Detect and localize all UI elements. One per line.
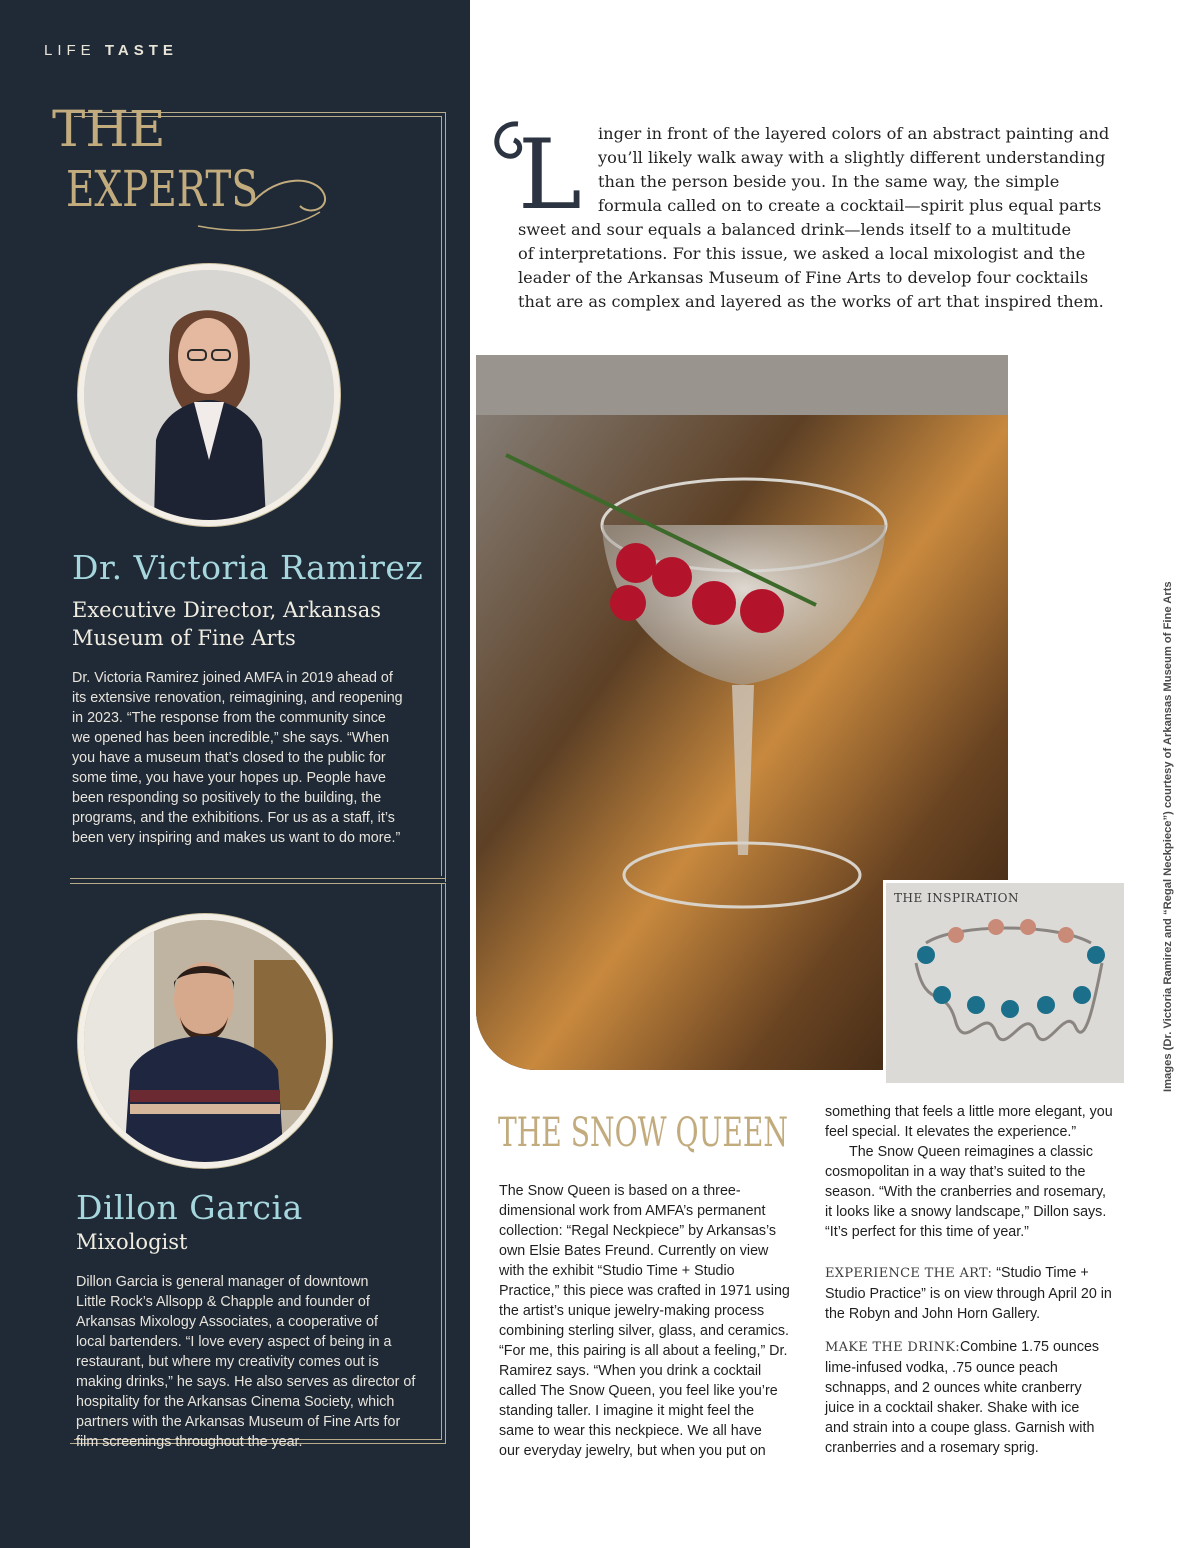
- body-line: something that feels a little more elegant, you: [825, 1104, 1113, 1120]
- body-line: “It’s perfect for this time of year.”: [825, 1224, 1029, 1240]
- bio-line: Dr. Victoria Ramirez joined AMFA in 2019 ahead of: [72, 670, 393, 686]
- article-column-1: [499, 1181, 809, 1461]
- bio-line: local bartenders. “I love every aspect of being in a: [76, 1334, 392, 1350]
- intro-line: that are as complex and layered as the works of art that inspired them.: [518, 292, 1104, 311]
- body-line: cosmopolitan in a way that’s suited to the: [825, 1164, 1086, 1180]
- body-line: same to wear this neckpiece. We all have: [499, 1423, 762, 1439]
- cocktail-title: [494, 1096, 794, 1160]
- bio-line: hospitality for the Arkansas Cinema Society, which: [76, 1394, 395, 1410]
- expert-name-1: Dr. Victoria Ramirez: [72, 548, 424, 587]
- section-label: LIFE: [44, 42, 96, 59]
- expert-bio-2: [76, 1272, 440, 1452]
- body-line: lime-infused vodka, .75 ounce peach: [825, 1360, 1058, 1376]
- bio-line: restaurant, but where my creativity comes out is: [76, 1354, 379, 1370]
- body-line: it looks like a snowy landscape,” Dillon says.: [825, 1204, 1107, 1220]
- bio-line: Arkansas Mixology Associates, a cooperative of: [76, 1314, 378, 1330]
- intro-line: than the person beside you. In the same way, the simple: [598, 172, 1060, 191]
- intro-line: you’ll likely walk away with a slightly different understanding: [598, 148, 1106, 167]
- body-line: The Snow Queen is based on a three-: [499, 1183, 741, 1199]
- expert-role-2-line1: Mixologist: [76, 1230, 188, 1254]
- body-line: Combine 1.75 ounces: [959, 1339, 1100, 1355]
- body-line: juice in a cocktail shaker. Shake with ice: [825, 1400, 1080, 1416]
- body-line: own Elsie Bates Freund. Currently on view: [499, 1243, 769, 1259]
- bio-line: been responding so positively to the building, the: [72, 790, 382, 806]
- body-line: collection: “Regal Neckpiece” by Arkansas’s: [499, 1223, 777, 1239]
- body-line: schnapps, and 2 ounces white cranberry: [825, 1380, 1082, 1396]
- bio-line: Dillon Garcia is general manager of downtown: [76, 1274, 369, 1290]
- intro-line: inger in front of the layered colors of an abstract painting and: [598, 124, 1110, 143]
- body-line: standing taller. I imagine it might feel the: [499, 1403, 755, 1419]
- section-header: [44, 42, 178, 59]
- bio-line: programs, and the exhibitions. For us as a staff, it’s: [72, 810, 395, 826]
- body-line: cranberries and a rosemary sprig.: [825, 1440, 1039, 1456]
- body-line: dimensional work from AMFA’s permanent: [499, 1203, 766, 1219]
- inspiration-photo: [883, 880, 1127, 1086]
- bio-line: we opened has been incredible,” she says. “When: [72, 730, 390, 746]
- bio-line: its extensive renovation, reimagining, and reopening: [72, 690, 403, 706]
- expert-name-2: Dillon Garcia: [76, 1188, 303, 1227]
- expert-role-1: [72, 596, 381, 652]
- body-line: with the exhibit “Studio Time + Studio: [499, 1263, 735, 1279]
- body-line: the artist’s unique jewelry-making process: [499, 1303, 765, 1319]
- intro-line: leader of the Arkansas Museum of Fine Arts to develop four cocktails: [518, 268, 1089, 287]
- bio-line: you have a museum that’s closed to the public for: [72, 750, 386, 766]
- expert-bio-1: [72, 668, 432, 848]
- body-line: The Snow Queen reimagines a classic: [849, 1144, 1093, 1160]
- dropcap-letter: L: [518, 119, 582, 220]
- subsection-label: TASTE: [104, 42, 178, 59]
- article-column-2: [825, 1102, 1135, 1242]
- body-line: the Robyn and John Horn Gallery.: [825, 1306, 1041, 1322]
- bio-line: some time, you have your hopes up. People have: [72, 770, 386, 786]
- make-the-drink: [825, 1337, 1135, 1458]
- dropcap: [488, 110, 588, 220]
- make-label: MAKE THE DRINK:: [825, 1340, 960, 1355]
- experts-title: [48, 84, 348, 234]
- body-line: Practice,” this piece was crafted in 1971 using: [499, 1283, 790, 1299]
- body-line: called The Snow Queen, you feel like you’re: [499, 1383, 778, 1399]
- title-flourish: [253, 181, 325, 211]
- intro-line: sweet and sour equals a balanced drink—lends itself to a multitude: [518, 220, 1072, 239]
- body-line: and strain into a coupe glass. Garnish with: [825, 1420, 1095, 1436]
- expert-role-1-line1: Executive Director, Arkansas: [72, 598, 382, 622]
- bio-line: film screenings throughout the year.: [76, 1434, 303, 1450]
- body-line: Ramirez says. “When you drink a cocktail: [499, 1363, 762, 1379]
- experts-title-line1: THE: [52, 100, 166, 158]
- body-line: combining sterling silver, glass, and ceramics.: [499, 1323, 790, 1339]
- body-line: “For me, this pairing is all about a feeling,” Dr.: [499, 1343, 788, 1359]
- cocktail-title-text: THE SNOW QUEEN: [498, 1110, 788, 1156]
- bio-line: in 2023. “The response from the community since: [72, 710, 386, 726]
- body-line: feel special. It elevates the experience.”: [825, 1124, 1077, 1140]
- bio-line: Little Rock’s Allsopp & Chapple and founder of: [76, 1294, 370, 1310]
- expert-role-1-line2: Museum of Fine Arts: [72, 626, 296, 650]
- experience-the-art: [825, 1263, 1135, 1324]
- expert-role-2: [76, 1228, 187, 1256]
- portrait-dillon-garcia: [78, 914, 332, 1168]
- inspiration-label: THE INSPIRATION: [894, 891, 1019, 905]
- body-line: Studio Practice” is on view through April 20 in: [825, 1286, 1112, 1302]
- portrait-victoria-ramirez: [78, 264, 340, 526]
- body-line: season. “With the cranberries and rosemary,: [825, 1184, 1107, 1200]
- experience-label: EXPERIENCE THE ART:: [825, 1266, 993, 1281]
- body-line: our everyday jewelry, but when you put on: [499, 1443, 766, 1459]
- experts-title-line2: EXPERTS: [66, 160, 258, 218]
- intro-line: formula called on to create a cocktail—spirit plus equal parts: [598, 196, 1102, 215]
- intro-line: of interpretations. For this issue, we asked a local mixologist and the: [518, 244, 1086, 263]
- bio-line: making drinks,” he says. He also serves as director of: [76, 1374, 416, 1390]
- bio-line: partners with the Arkansas Museum of Fine Arts for: [76, 1414, 401, 1430]
- bio-line: been very inspiring and makes us want to do more.”: [72, 830, 401, 846]
- body-line: “Studio Time +: [996, 1265, 1089, 1281]
- photo-credit: Images (Dr. Victoria Ramirez and “Regal Neckpiece”) courtesy of Arkansas Museum of Fine Arts: [1162, 581, 1174, 1092]
- experts-sidebar: [0, 0, 470, 1548]
